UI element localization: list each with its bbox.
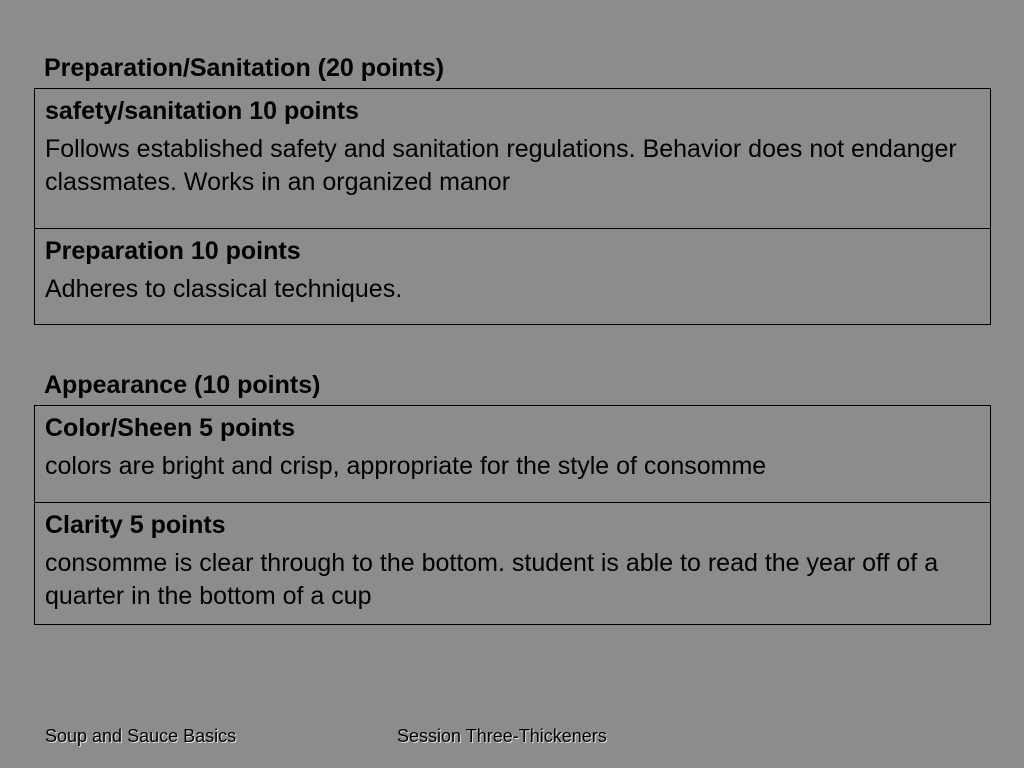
section-appearance (34, 369, 991, 625)
rubric-table (34, 405, 991, 625)
rubric-row (35, 502, 990, 624)
row-heading: Color/Sheen 5 points (45, 414, 296, 442)
row-heading: Clarity 5 points (45, 511, 226, 539)
row-description: consomme is clear through to the bottom. student is able to read the year off of a quarter in the bottom of a cup (45, 549, 939, 610)
rubric-row (35, 89, 990, 228)
row-heading: safety/sanitation 10 points (45, 97, 359, 125)
row-heading: Preparation 10 points (45, 237, 301, 265)
section-preparation-sanitation (34, 52, 991, 325)
row-description: Adheres to classical techniques. (45, 275, 403, 303)
section-title: Appearance (10 points) (44, 371, 321, 399)
rubric-table (34, 88, 991, 325)
rubric-row (35, 228, 990, 324)
footer-course-title: Soup and Sauce Basics (45, 726, 237, 746)
footer-session-title: Session Three-Thickeners (397, 726, 607, 746)
row-description: Follows established safety and sanitation regulations. Behavior does not endanger classmates. Works in an organized manor (45, 135, 957, 196)
row-description: colors are bright and crisp, appropriate for the style of consomme (45, 452, 767, 480)
section-title: Preparation/Sanitation (20 points) (44, 54, 445, 82)
rubric-row (35, 406, 990, 502)
